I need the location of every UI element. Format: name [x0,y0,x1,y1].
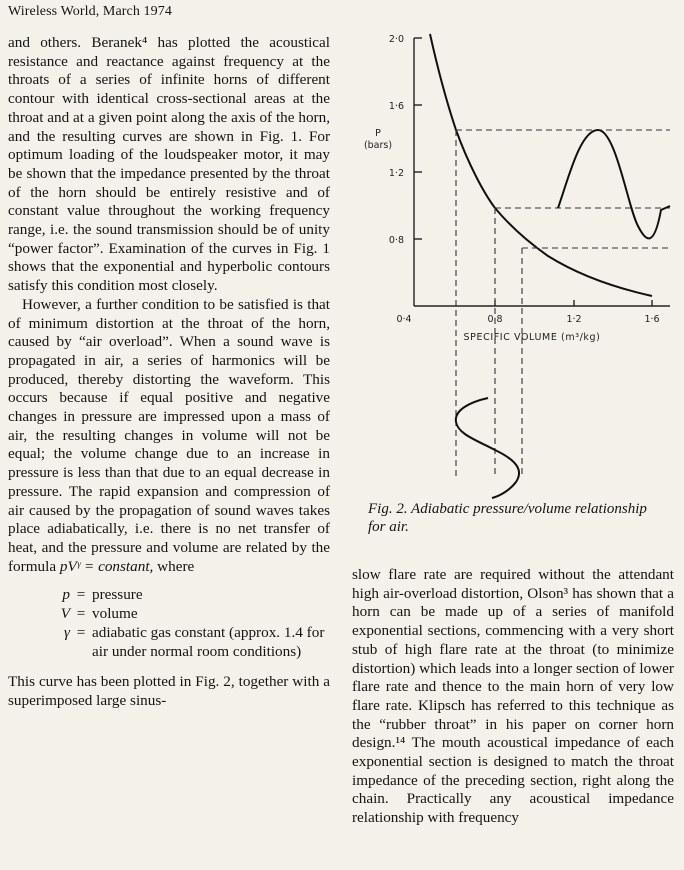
pressure-sine-wave [558,130,670,238]
y-tick-label: 0·8 [388,235,404,246]
y-tick-label: 1·2 [388,168,404,179]
volume-distorted-wave [456,398,519,498]
symbol-definitions [52,586,330,661]
paragraph-2 [8,296,330,577]
definition-text: volume [92,605,138,623]
running-header: Wireless World, March 1974 [8,4,172,19]
paragraph-2-text: However, a further condition to be satisfied is that of minimum distortion at the throat of the horn, caused by “air overload”. When a sound wave is propagated in air, a series of harmonics will be produced, thereby distorting the waveform. This occurs because if equal positive and negative changes in pressure are impressed upon a mass of air, the resulting changes in volume will not be equal; the volume change due to an increase in pressure is less than that due to an equal decrease in pressure. The rapid expansion and compression of air caused by the propagation of sound waves takes place adiabatically, i.e. there is no net transfer of heat, and the pressure and volume are related by the formula [8,295,330,575]
x-tick-label: 1·6 [644,314,660,325]
x-tick-label: 0·8 [487,314,503,325]
paragraph-2-end: where [157,557,195,575]
definition-row [52,586,330,605]
definition-symbol: V [60,605,70,623]
definition-row [52,605,330,624]
y-axis-label: P [375,128,381,139]
x-axis-label: SPECIFIC VOLUME (m³/kg) [463,332,601,343]
adiabatic-formula: pVᵞ = constant, [59,557,154,575]
definition-row [52,624,330,661]
left-column [8,34,330,711]
definition-equals: = [76,623,86,641]
definition-text: pressure [92,586,143,604]
paragraph-3: This curve has been plotted in Fig. 2, together with a superimposed large sinus- [8,673,330,709]
right-column [352,566,674,828]
paragraph-4: slow flare rate are required without the attendant high air-overload distortion, Olson³ has shown that a horn can be made up of a series of manifold exponential sections, commencing with a very short stub of high flare rate at the throat (to minimize distortion) which leads into a longer section of lower flare rate and thence to the main horn of very low flare rate. Klipsch has referred to this technique as the “rubber throat” in his paper on corner horn design.¹⁴ The mouth acoustical impedance of each exponential section is designed to match the throat impedance of the preceding section, right along the chain. Practically any acoustical impedance relationship with frequency [352,566,674,827]
paragraph-1: and others. Beranek⁴ has plotted the acoustical resistance and reactance against frequency at the throats of a series of infinite horns of different contour with identical cross-sectional areas at the throat and at a given point along the axis of the horn, and the resulting curves are shown in Fig. 1. For optimum loading of the loudspeaker motor, it may be shown that the impedance presented by the throat of the horn should be entirely resistive and of constant value throughout the working frequency range, i.e. the sound transmission should be of unity “power factor”. Examination of the curves in Fig. 1 shows that the exponential and hyperbolic contours satisfy this condition most closely. [8,34,330,295]
figure-caption: Fig. 2. Adiabatic pressure/volume relationship for air. [368,501,647,535]
definition-symbol: p [62,586,70,604]
definition-symbol: γ [64,623,70,641]
y-tick-label: 2·0 [388,34,404,45]
definition-equals: = [76,586,86,604]
x-tick-label: 1·2 [566,314,582,325]
figure-2 [352,30,678,500]
y-tick-label: 1·6 [388,101,404,112]
definition-text: adiabatic gas constant (approx. 1.4 for air under normal room conditions) [92,623,325,660]
y-axis-unit: (bars) [363,140,393,151]
x-tick-label: 0·4 [396,314,412,325]
pv-diagram [352,30,678,500]
definition-equals: = [76,605,86,623]
